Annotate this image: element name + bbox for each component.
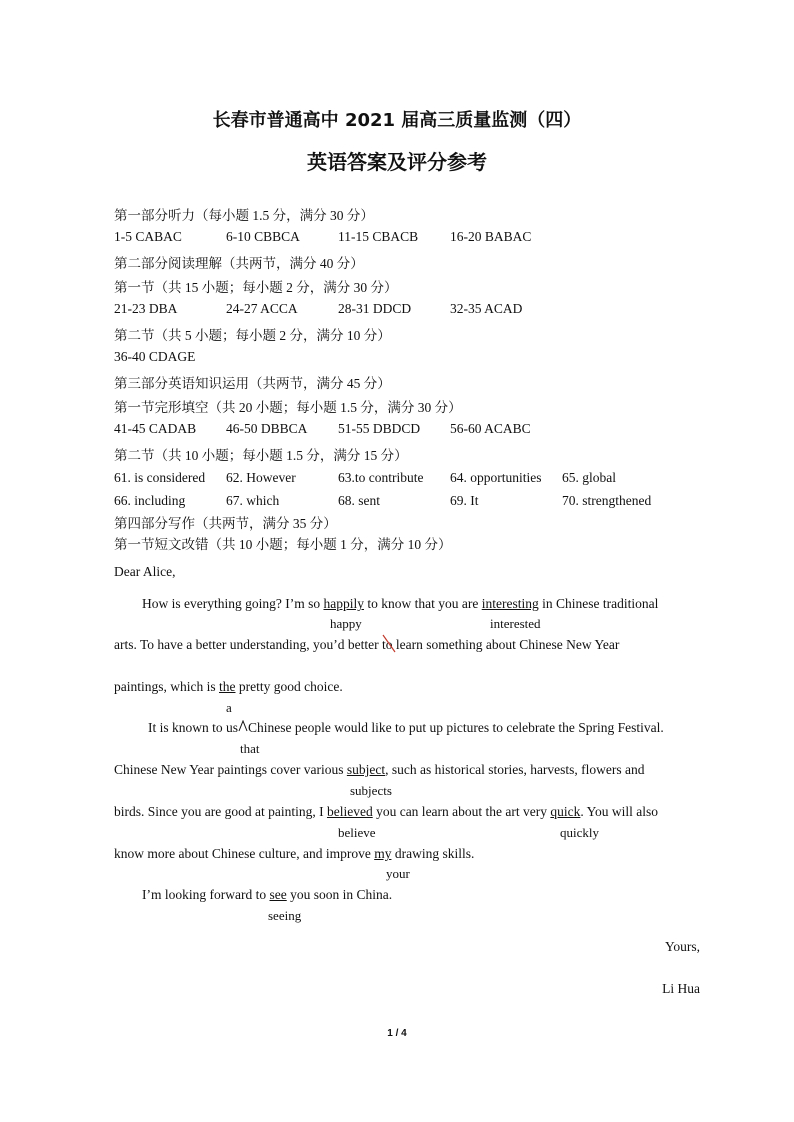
correction: seeing — [268, 908, 302, 923]
subsection-heading-part3-sec2: 第二节（共 10 小题；每小题 1.5 分，满分 15 分） — [114, 448, 408, 463]
error-word: my — [374, 846, 392, 861]
error-word: see — [269, 887, 287, 902]
correction: that — [240, 741, 260, 756]
answer-cell: 51-55 DBDCD — [338, 421, 421, 436]
error-word: the — [219, 679, 236, 694]
deleted-word: to — [382, 637, 393, 653]
answer-cell: 62. However — [226, 470, 296, 485]
answer-cell: 24-27 ACCA — [226, 301, 298, 316]
error-word: happily — [323, 596, 364, 611]
correction: your — [386, 866, 410, 881]
answer-row-part2-sec2: 36-40 CDAGE — [114, 349, 196, 364]
answer-cell: 32-35 ACAD — [450, 301, 523, 316]
letter-line-4: It is known to us Chinese people would like to put up pictures to celebrate the Spring Festival. — [148, 720, 664, 735]
error-word: subject — [346, 762, 386, 777]
subsection-heading-part2-sec1: 第一节（共 15 小题；每小题 2 分，满分 30 分） — [114, 280, 398, 295]
answer-cell: 28-31 DDCD — [338, 301, 412, 316]
letter-line-3: paintings, which is the pretty good choice. — [114, 679, 343, 694]
answer-cell: 64. opportunities — [450, 470, 542, 485]
answer-cell: 16-20 BABAC — [450, 229, 532, 244]
subsection-heading-part4-sec1: 第一节短文改错（共 10 小题；每小题 1 分，满分 10 分） — [114, 537, 452, 552]
answer-cell: 70. strengthened — [562, 493, 652, 508]
correction: happy — [330, 616, 362, 631]
correction: interested — [490, 616, 541, 631]
answer-cell: 56-60 ACABC — [450, 421, 531, 436]
answer-cell: 46-50 DBBCA — [226, 421, 308, 436]
letter-signature: Li Hua — [662, 981, 700, 996]
answer-cell: 69. It — [450, 493, 479, 508]
correction: subjects — [350, 783, 392, 798]
answer-cell: 65. global — [562, 470, 616, 485]
letter-closing: Yours, — [664, 939, 700, 954]
answer-cell: 63.to contribute — [338, 470, 424, 485]
insertion-caret-icon — [238, 720, 248, 732]
letter-line-1: How is everything going? I’m so happily to know that you are interesting in Chinese traditional — [142, 596, 659, 611]
answer-cell: 41-45 CADAB — [114, 421, 197, 436]
error-word: quick — [550, 804, 581, 819]
letter-line-6: birds. Since you are good at painting, I believed you can learn about the art very quick. You will also — [114, 804, 659, 819]
answer-cell: 61. is considered — [114, 470, 206, 485]
answer-cell: 67. which — [226, 493, 280, 508]
correction: quickly — [560, 825, 599, 840]
letter-line-7: know more about Chinese culture, and improve my drawing skills. — [114, 846, 475, 861]
answer-cell: 11-15 CBACB — [338, 229, 419, 244]
page-subtitle: 英语答案及评分参考 — [307, 150, 487, 174]
correction: believe — [338, 825, 376, 840]
error-word: believed — [326, 804, 373, 819]
answer-cell: 1-5 CABAC — [114, 229, 182, 244]
letter-line-8: I’m looking forward to see you soon in China. — [142, 887, 393, 902]
section-heading-part4: 第四部分写作（共两节，满分 35 分） — [114, 516, 337, 531]
section-heading-part3: 第三部分英语知识运用（共两节，满分 45 分） — [114, 376, 391, 391]
section-heading-part2: 第二部分阅读理解（共两节，满分 40 分） — [114, 256, 364, 271]
page-number: 1 / 4 — [387, 1028, 407, 1039]
answer-cell: 21-23 DBA — [114, 301, 178, 316]
correction: a — [226, 700, 232, 715]
letter-line-5: Chinese New Year paintings cover various subject, such as historical stories, harvests, flowers and — [114, 762, 645, 777]
page-title: 长春市普通高中 2021 届高三质量监测（四） — [212, 110, 582, 131]
answer-cell: 6-10 CBBCA — [226, 229, 300, 244]
letter-greeting: Dear Alice, — [114, 564, 176, 579]
subsection-heading-part3-sec1: 第一节完形填空（共 20 小题；每小题 1.5 分，满分 30 分） — [114, 400, 462, 415]
answer-cell: 68. sent — [338, 493, 380, 508]
subsection-heading-part2-sec2: 第二节（共 5 小题；每小题 2 分，满分 10 分） — [114, 328, 391, 343]
section-heading-part1: 第一部分听力（每小题 1.5 分，满分 30 分） — [114, 208, 374, 223]
answer-cell: 66. including — [114, 493, 186, 508]
letter-line-2: arts. To have a better understanding, you’d better to learn something about Chinese New Year — [114, 637, 620, 652]
error-word: interesting — [481, 596, 539, 611]
